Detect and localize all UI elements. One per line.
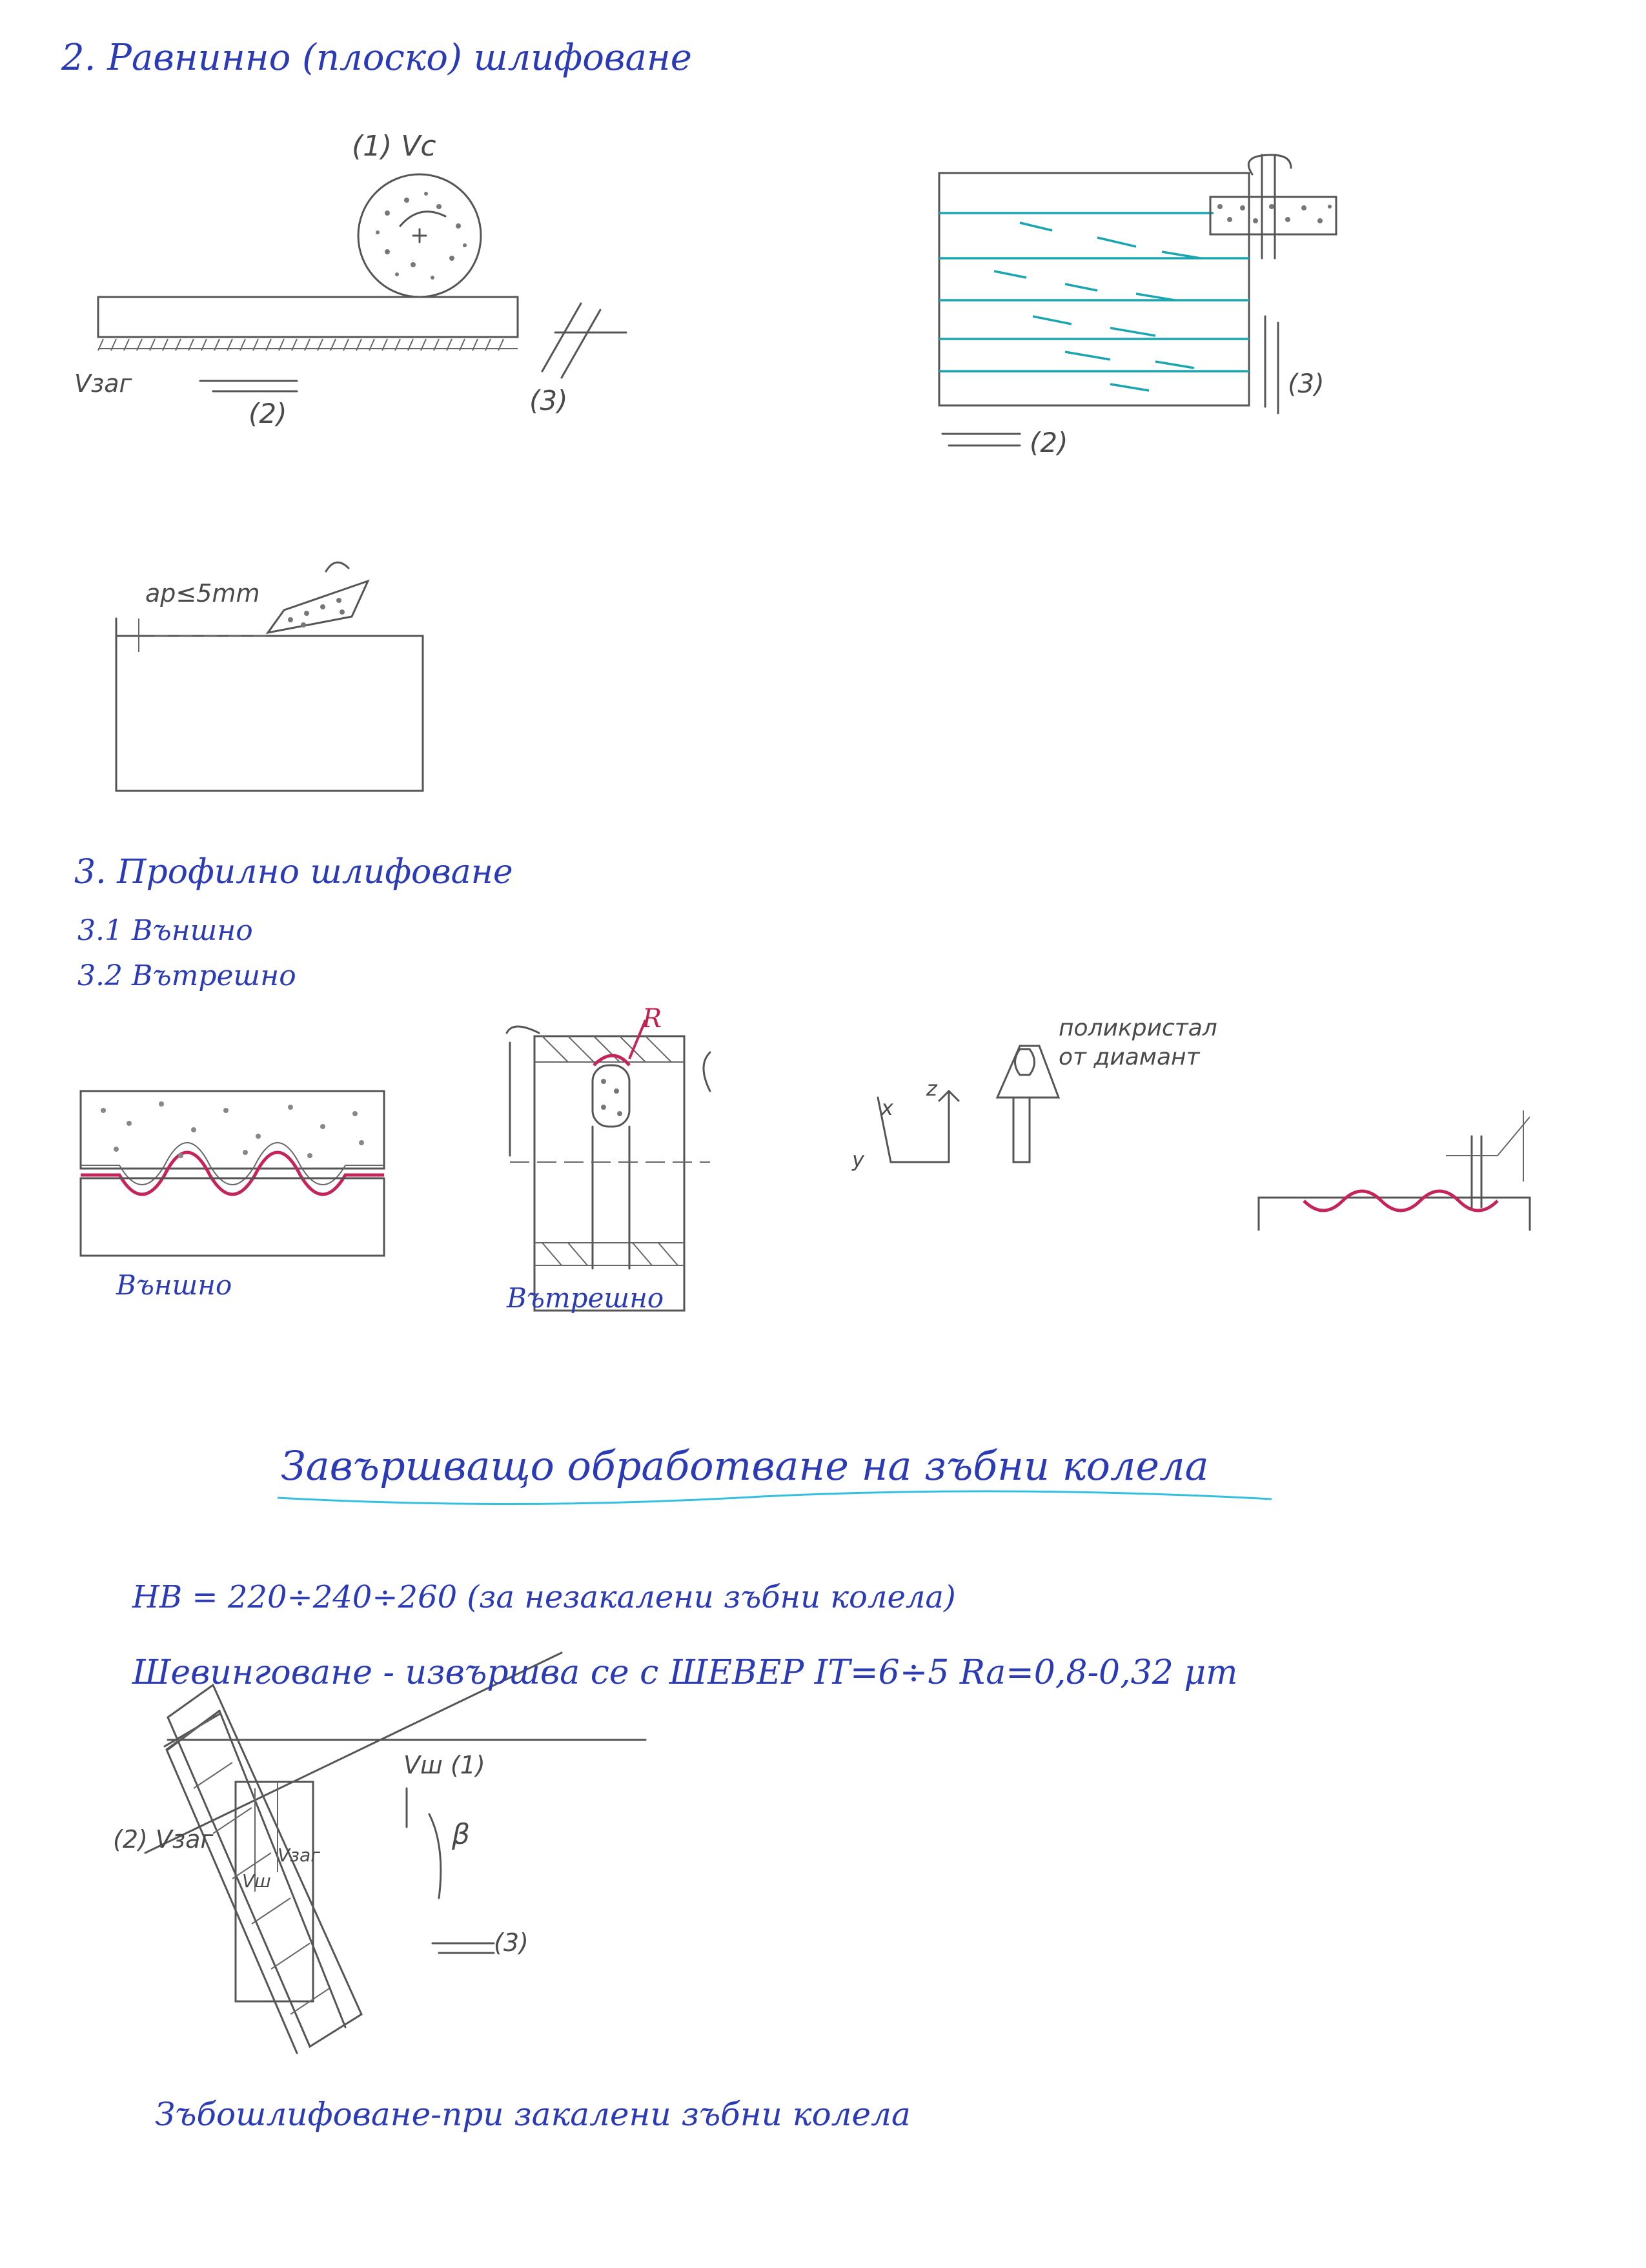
diamond-tool-axes — [878, 1046, 1059, 1162]
internal-caption: Вътрешно — [507, 1282, 664, 1314]
profile-dresser — [1259, 1110, 1530, 1230]
fig1-feed-label: Vзаг — [74, 369, 132, 398]
radius-label: R — [642, 1004, 662, 1034]
profile-external — [81, 1091, 384, 1256]
shaving-figure — [145, 1653, 645, 2053]
finishing-title: Завършващо обработване на зъбни колела — [281, 1442, 1209, 1489]
diamond-label-2: от диамант — [1059, 1044, 1200, 1070]
fig1-motion-3: (3) — [529, 385, 568, 416]
hb-line: HB = 220÷240÷260 (за незакалени зъбни колела) — [132, 1579, 956, 1615]
fig2-top-view — [939, 155, 1336, 445]
gear-grinding-line: Зъбошлифоване-при закалени зъбни колела — [155, 2096, 911, 2133]
axis-z-label: z — [926, 1076, 937, 1101]
fig1-surface-grinding — [98, 174, 626, 391]
fig3-depth-label: ap≤5mm — [145, 579, 260, 608]
title-underline — [278, 1491, 1272, 1504]
fig2-motion-2: (2) — [1030, 427, 1068, 458]
fig1-motion-2: (2) — [249, 398, 287, 429]
fig2-motion-3: (3) — [1288, 369, 1325, 399]
axis-x-label: x — [881, 1096, 893, 1120]
shaving-vzag-small: Vзаг — [278, 1844, 320, 1866]
heading-sub-3-1: 3.1 Външно — [77, 914, 253, 947]
profile-internal — [507, 1020, 710, 1314]
shaving-line: Шевинговане - извършва се с ШЕВЕР IT=6÷5 Ra=0,8-0,32 μm — [132, 1653, 1238, 1692]
shaving-vzag2-label: (2) Vзаг — [113, 1825, 214, 1854]
diamond-label-1: поликристал — [1059, 1015, 1217, 1041]
external-caption: Външно — [116, 1269, 232, 1301]
shaving-vsh-small: Vш — [242, 1870, 271, 1892]
fig1-wheel-label: (1) Vc — [352, 130, 436, 163]
shaving-beta-label: β — [452, 1818, 471, 1851]
shaving-vsh1-label: Vш (1) — [403, 1751, 485, 1779]
axis-y-label: y — [852, 1147, 864, 1172]
heading-sub-3-2: 3.2 Вътрешно — [77, 959, 296, 992]
heading-section-3: 3. Профилно шлифоване — [74, 853, 513, 892]
heading-section-2: 2. Равнинно (плоско) шлифоване — [61, 37, 692, 79]
shaving-motion-3: (3) — [494, 1928, 529, 1957]
